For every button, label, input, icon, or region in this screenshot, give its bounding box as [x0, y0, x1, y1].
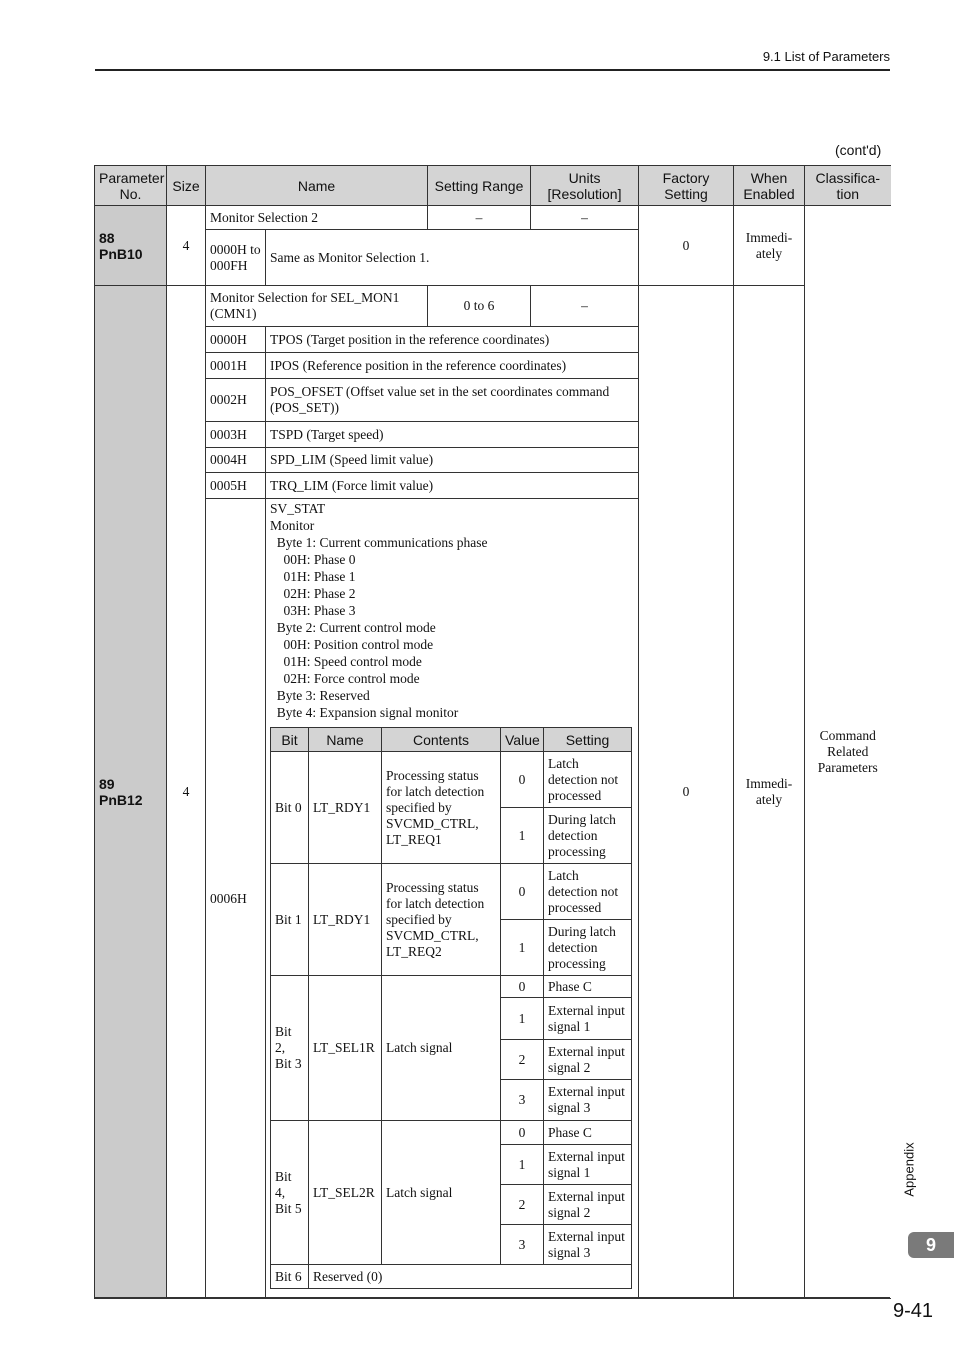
sub-code: 0001H: [206, 353, 266, 379]
bit-number: Bit 4, Bit 5: [271, 1121, 309, 1265]
col-name: Name: [206, 166, 428, 206]
param-no-88: [95, 206, 167, 286]
param-name: Monitor Selection for SEL_MON1 (CMN1): [206, 286, 428, 327]
sub-code: 0000H to 000FH: [206, 230, 266, 286]
param-size: 4: [167, 206, 206, 286]
bit-name: Reserved (0): [309, 1265, 632, 1289]
bit-contents: Latch signal: [382, 1121, 501, 1265]
table-bottom-rule: [94, 1297, 890, 1298]
monitor-line: 02H: Force control mode: [270, 671, 420, 686]
param-range: 0 to 6: [428, 286, 531, 327]
bit-setting: External input signal 1: [544, 998, 632, 1040]
monitor-line: Byte 2: Current control mode: [270, 620, 436, 635]
sub-desc: POS_OFSET (Offset value set in the set coordinates command (POS_SET)): [266, 379, 639, 422]
param-units: –: [531, 286, 639, 327]
monitor-description: [270, 500, 634, 721]
bit-row: [271, 864, 632, 920]
sub-desc: Same as Monitor Selection 1.: [266, 230, 639, 286]
bit-setting: External input signal 2: [544, 1040, 632, 1080]
bit-row: [271, 1265, 632, 1289]
sub-desc: TSPD (Target speed): [266, 422, 639, 448]
sub-code: 0003H: [206, 422, 266, 448]
chapter-tab: 9: [908, 1232, 954, 1258]
bit-contents: Processing status for latch detection specified by SVCMD_CTRL, LT_REQ2: [382, 864, 501, 976]
sub-desc: TRQ_LIM (Force limit value): [266, 473, 639, 499]
monitor-line: SV_STAT: [270, 501, 326, 516]
table-header-row: [95, 166, 891, 206]
sub-desc-monitor: [266, 499, 639, 1299]
bit-value: 1: [501, 920, 544, 976]
header-rule: [95, 69, 890, 71]
bit-name: LT_RDY1: [309, 752, 382, 864]
sub-desc: TPOS (Target position in the reference coordinates): [266, 327, 639, 353]
bit-number: Bit 0: [271, 752, 309, 864]
monitor-line: 00H: Position control mode: [270, 637, 434, 652]
section-header: 9.1 List of Parameters: [762, 49, 890, 64]
bit-contents: Latch signal: [382, 976, 501, 1121]
col-units: Units [Resolution]: [531, 166, 639, 206]
bit-setting: During latch detection processing: [544, 920, 632, 976]
bit-value: 2: [501, 1185, 544, 1225]
appendix-label: Appendix: [901, 1142, 917, 1197]
col-when: When Enabled: [734, 166, 805, 206]
sub-code: 0000H: [206, 327, 266, 353]
bit-col-header: Bit: [271, 728, 309, 752]
bit-value: 1: [501, 1145, 544, 1185]
bit-col-header: Name: [309, 728, 382, 752]
bit-name: LT_SEL2R: [309, 1121, 382, 1265]
param-number: 89: [99, 776, 115, 792]
monitor-line: Byte 1: Current communications phase: [270, 535, 488, 550]
sub-desc: IPOS (Reference position in the reference coordinates): [266, 353, 639, 379]
bit-setting: Latch detection not processed: [544, 752, 632, 808]
bit-name: LT_RDY1: [309, 864, 382, 976]
bit-col-header: Value: [501, 728, 544, 752]
bit-table-header: [271, 728, 632, 752]
bit-contents: Processing status for latch detection specified by SVCMD_CTRL, LT_REQ1: [382, 752, 501, 864]
bit-value: 2: [501, 1040, 544, 1080]
col-factory: Factory Setting: [639, 166, 734, 206]
sub-code: 0002H: [206, 379, 266, 422]
col-class: Classifica-tion: [805, 166, 891, 206]
bit-setting: External input signal 1: [544, 1145, 632, 1185]
page-number: 9-41: [893, 1300, 934, 1322]
bit-setting: Latch detection not processed: [544, 864, 632, 920]
bit-row: [271, 1121, 632, 1145]
bit-col-header: Contents: [382, 728, 501, 752]
bit-setting: Phase C: [544, 1121, 632, 1145]
bit-value: 0: [501, 976, 544, 998]
bit-value: 1: [501, 808, 544, 864]
bit-name: LT_SEL1R: [309, 976, 382, 1121]
bit-row: [271, 976, 632, 998]
param-number: 88: [99, 229, 115, 246]
param-size: 4: [167, 286, 206, 1299]
sub-desc: SPD_LIM (Speed limit value): [266, 448, 639, 473]
bit-setting: During latch detection processing: [544, 808, 632, 864]
sub-code: 0004H: [206, 448, 266, 473]
continued-label: (cont'd): [835, 142, 882, 158]
bit-value: 0: [501, 1121, 544, 1145]
bit-table: [270, 727, 632, 1289]
bit-setting: External input signal 3: [544, 1080, 632, 1121]
param-code: PnB10: [99, 245, 143, 262]
param-factory: 0: [639, 206, 734, 286]
col-param-no: Parameter No.: [95, 166, 167, 206]
monitor-line: Byte 3: Reserved: [270, 688, 370, 703]
bit-col-header: Setting: [544, 728, 632, 752]
param-when: Immedi-ately: [734, 206, 805, 286]
monitor-line: Monitor: [270, 518, 315, 533]
bit-value: 1: [501, 998, 544, 1040]
bit-value: 0: [501, 864, 544, 920]
param-factory: 0: [639, 286, 734, 1299]
param-range: –: [428, 206, 531, 230]
bit-value: 3: [501, 1080, 544, 1121]
monitor-line: 01H: Speed control mode: [270, 654, 422, 669]
bit-number: Bit 1: [271, 864, 309, 976]
sub-code: 0006H: [206, 499, 266, 1299]
bit-setting: External input signal 3: [544, 1225, 632, 1265]
bit-setting: External input signal 2: [544, 1185, 632, 1225]
param-when: Immedi-ately: [734, 286, 805, 1299]
param-name: Monitor Selection 2: [206, 206, 428, 230]
bit-value: 3: [501, 1225, 544, 1265]
bit-value: 0: [501, 752, 544, 808]
monitor-line: 01H: Phase 1: [270, 569, 356, 584]
table-row: [95, 286, 891, 327]
param-no-89: [95, 286, 167, 1299]
param-classification: Command Related Parameters: [805, 206, 891, 1299]
param-code: PnB12: [99, 792, 143, 808]
col-size: Size: [167, 166, 206, 206]
monitor-line: Byte 4: Expansion signal monitor: [270, 705, 459, 720]
table-row: [95, 206, 891, 230]
bit-setting: Phase C: [544, 976, 632, 998]
monitor-line: 00H: Phase 0: [270, 552, 356, 567]
parameter-table: [94, 165, 891, 1299]
sub-code: 0005H: [206, 473, 266, 499]
bit-number: Bit 2, Bit 3: [271, 976, 309, 1121]
param-units: –: [531, 206, 639, 230]
bit-number: Bit 6: [271, 1265, 309, 1289]
monitor-line: 03H: Phase 3: [270, 603, 356, 618]
bit-row: [271, 752, 632, 808]
monitor-line: 02H: Phase 2: [270, 586, 356, 601]
col-range: Setting Range: [428, 166, 531, 206]
